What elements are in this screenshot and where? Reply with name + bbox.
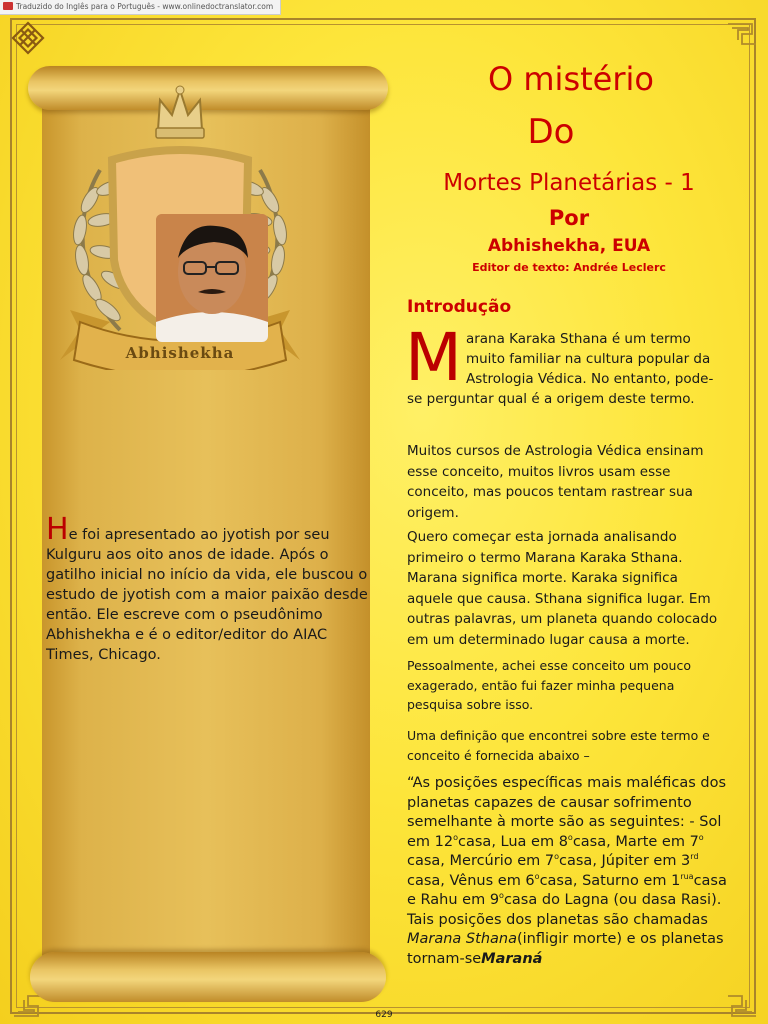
endless-knot-ornament-icon xyxy=(10,20,46,56)
ordinal-suffix: o xyxy=(554,852,560,862)
byline-por: Por xyxy=(548,206,590,230)
article-title-line2: Do xyxy=(527,112,575,152)
crown-icon xyxy=(156,86,204,138)
corner-ornament-icon xyxy=(724,984,760,1020)
translator-link[interactable]: Traduzido do Inglês para o Português - www.onlinedoctranslator.com xyxy=(16,2,274,11)
quote-text: (infligir morte) e os planetas tornam-se xyxy=(407,931,724,967)
quote-text: casa, Júpiter em 3 xyxy=(559,853,691,869)
quote-text: “As posições específicas mais maléficas dos planetas capazes de causar sofrimento semelhante à morte são as seguintes: - Sol em 12 xyxy=(407,775,727,850)
quote-text: casa, Lua em 8 xyxy=(458,833,568,850)
quote-text: casa, Vênus em 6 xyxy=(407,872,535,889)
paragraph-4: Pessoalmente, achei esse conceito um pouco exagerado, então fui fazer minha pequena pesquisa sobre isso. xyxy=(407,658,691,712)
quote-text: casa, Mercúrio em 7 xyxy=(407,853,555,869)
bio-text: e foi apresentado ao jyotish por seu Kulguru aos oito anos de idade. Após o gatilho inicial no início da vida, ele buscou o estudo de jyotish com a maior paixão desde então. Ele escreve com o pseudônimo Abhishekha e é o editor/editor do AIAC Times, Chicago. xyxy=(46,527,368,663)
ordinal-suffix: o xyxy=(534,871,540,881)
ordinal-suffix: o xyxy=(453,832,459,842)
quote-paragraph xyxy=(407,774,727,969)
paragraph-5: Uma definição que encontrei sobre este termo e conceito é fornecida abaixo – xyxy=(407,728,710,763)
corner-ornament-icon xyxy=(724,20,760,56)
quote-bold-term: Maraná xyxy=(481,950,543,967)
author-portrait-icon xyxy=(156,214,268,342)
ordinal-suffix: rd xyxy=(690,852,699,862)
ordinal-suffix: o xyxy=(698,832,704,842)
section-heading-intro: Introdução xyxy=(407,297,512,317)
ordinal-suffix: o xyxy=(567,832,573,842)
quote-text: casa, Saturno em 1 xyxy=(539,872,681,889)
translator-logo-icon xyxy=(3,2,13,10)
ordinal-suffix: o xyxy=(499,891,504,901)
paragraph-2: Muitos cursos de Astrologia Védica ensinam esse conceito, muitos livros usam esse conceito, mas poucos tentam rastrear sua origem. xyxy=(407,443,704,521)
translator-banner[interactable] xyxy=(0,0,281,15)
paragraph-1 xyxy=(405,319,725,409)
emblem-name-label: Abhishekha xyxy=(125,344,235,362)
paragraph-dropcap: M xyxy=(405,319,462,396)
author-bio xyxy=(46,512,374,665)
page-number: 629 xyxy=(375,1010,393,1020)
paragraph-1-text: arana Karaka Sthana é um termo muito familiar na cultura popular da Astrologia Védica. No entanto, pode-se perguntar qual é a origem deste termo. xyxy=(407,331,714,407)
quote-text: casa e Rahu em 9 xyxy=(407,872,727,908)
scroll-bottom-roll xyxy=(30,952,386,1002)
article-title-line1: O mistério xyxy=(488,60,654,98)
ordinal-suffix: rua xyxy=(680,871,694,881)
paragraph-3: Quero começar esta jornada analisando primeiro o termo Marana Karaka Sthana. Marana significa morte. Karaka significa aquele que causa. Sthana significa lugar. Em outras palavras, um planeta quando colocado em um determinado lugar causa a morte. xyxy=(407,529,718,648)
byline-author: Abhishekha, EUA xyxy=(487,236,651,256)
article-subtitle: Mortes Planetárias - 1 xyxy=(443,170,695,196)
quote-text: casa, Marte em 7 xyxy=(572,833,699,850)
byline-editor: Editor de texto: Andrée Leclerc xyxy=(472,261,666,274)
quote-italic-term: Marana Sthana xyxy=(407,931,517,947)
quote-text: casa do Lagna (ou dasa Rasi). Tais posições dos planetas são chamadas xyxy=(407,892,722,928)
bio-dropcap: H xyxy=(46,512,69,547)
author-photo xyxy=(156,214,268,342)
